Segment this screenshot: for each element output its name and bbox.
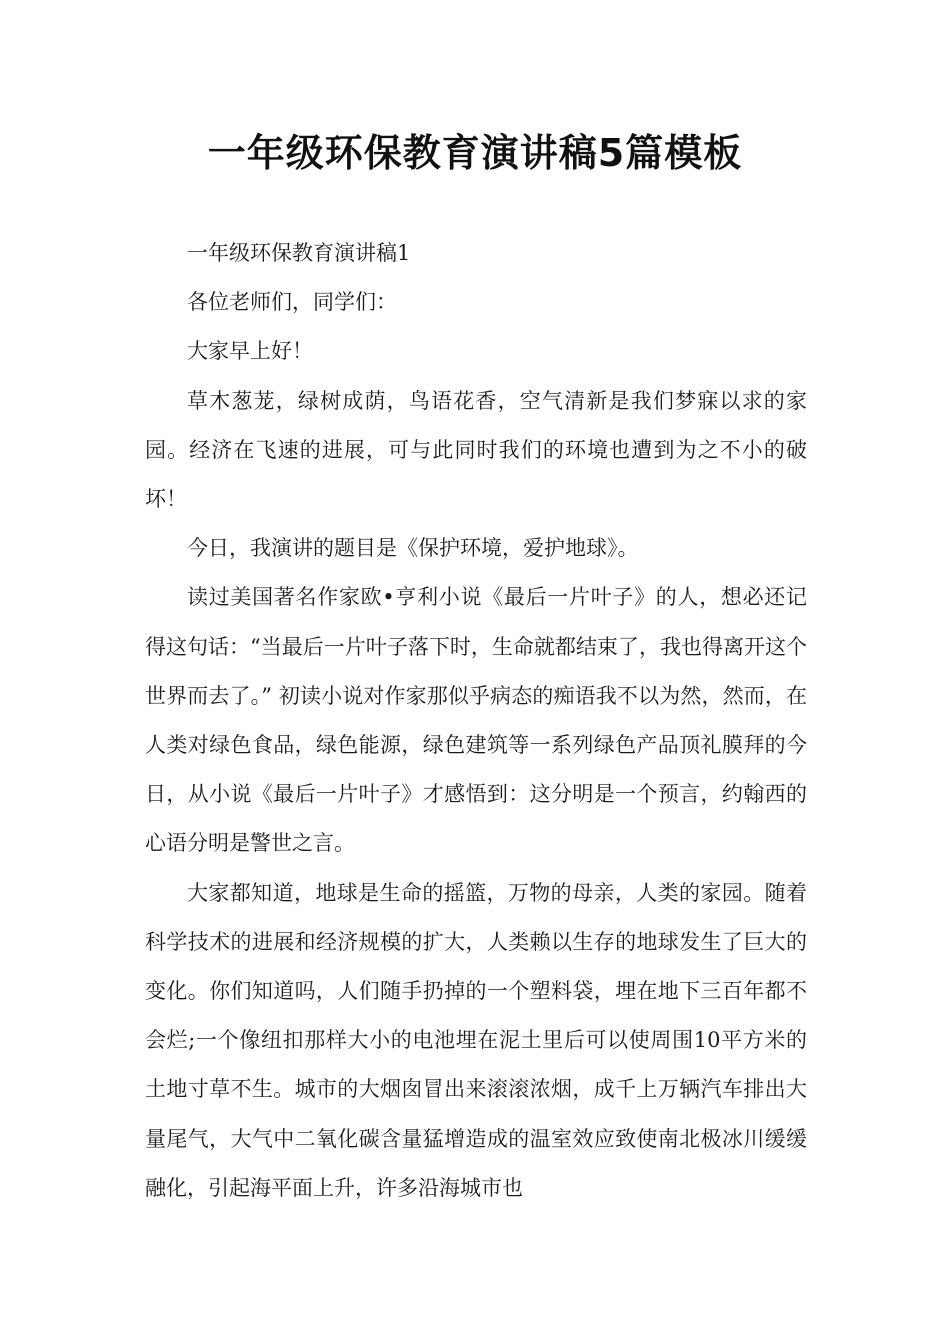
salutation-paragraph: 各位老师们，同学们： [187,290,397,315]
speech-heading: 一年级环保教育演讲稿1 [187,241,411,265]
document-body [145,229,807,1213]
topic-paragraph: 今日，我演讲的题目是《保护环境，爱护地球》。 [187,536,639,561]
body-paragraph: 读过美国著名作家欧•亨利小说《最后一片叶子》的人，想必还记得这句话：“当最后一片叶子落下时，生命就都结束了，我也得离开这个世界而去了。” 初读小说对作家那似乎病态的痴语我不以为然，然而，在人类对绿色食品，绿色能源，绿色建筑等一系列绿色产品顶礼膜拜的今日，从小说《最后一片叶子》才感悟到：这分明是一个预言，约翰西的心语分明是警世之言。 [145,585,807,856]
greeting-paragraph: 大家早上好！ [187,339,313,364]
document-title: 一年级环保教育演讲稿5篇模板 [207,131,743,175]
body-paragraph: 大家都知道，地球是生命的摇篮，万物的母亲，人类的家园。随着科学技术的进展和经济规模的扩大，人类赖以生存的地球发生了巨大的变化。你们知道吗，人们随手扔掉的一个塑料袋，埋在地下三百年都不会烂;一个像纽扣那样大小的电池埋在泥土里后可以使周围10平方米的土地寸草不生。城市的大烟囱冒出来滚滚浓烟，成千上万辆汽车排出大量尾气，大气中二氧化碳含量猛增造成的温室效应致使南北极冰川缓缓融化，引起海平面上升，许多沿海城市也 [145,880,807,1200]
body-paragraph: 草木葱茏，绿树成荫，鸟语花香，空气清新是我们梦寐以求的家园。经济在飞速的进展，可与此同时我们的环境也遭到为之不小的破坏！ [145,388,807,512]
